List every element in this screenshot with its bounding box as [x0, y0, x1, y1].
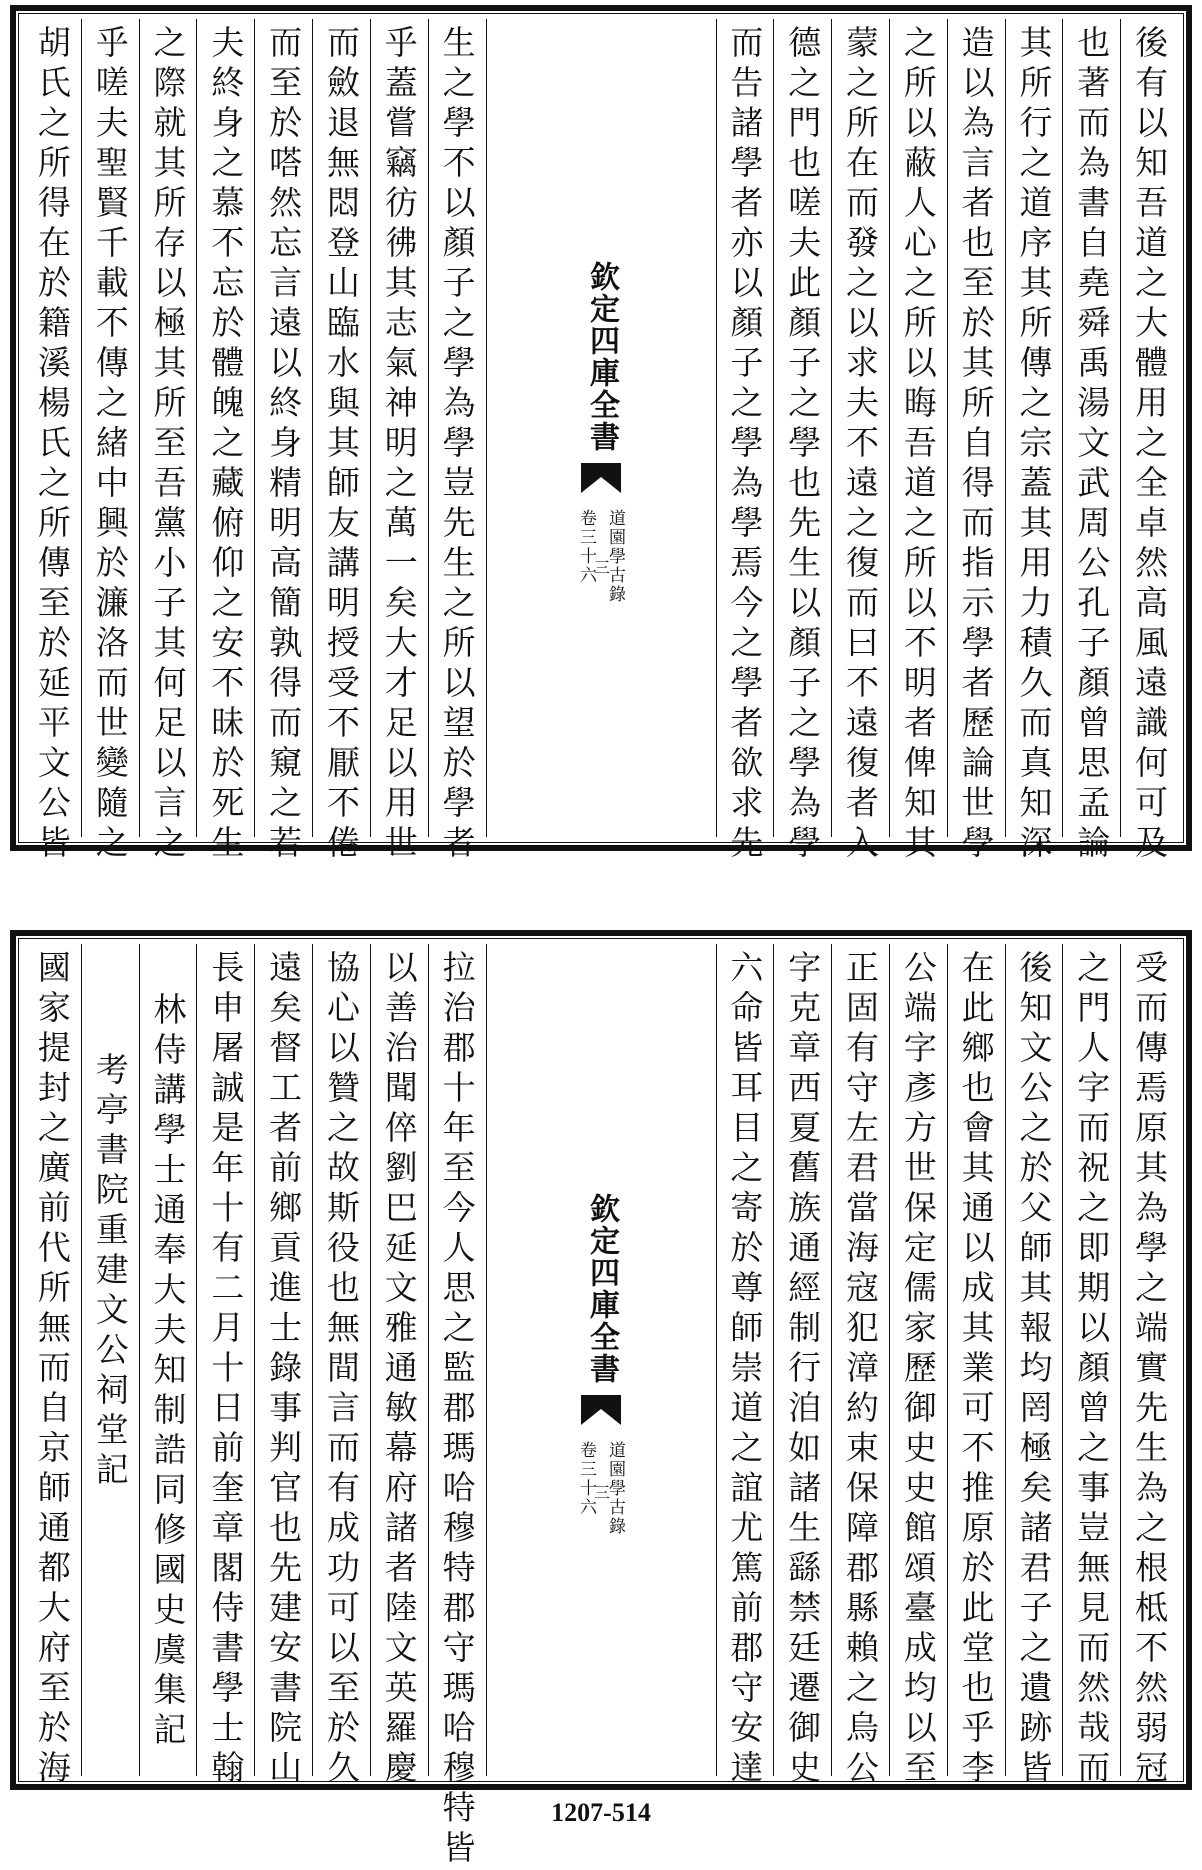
column-text: 六命皆耳目之寄於尊師崇道之誼尤篤前郡守安達 [725, 950, 765, 1790]
column-text: 而至於嗒然忘言遠以終身精明高簡孰得而窺之若 [264, 25, 304, 865]
column-text: 後知文公之於父師其報均罔極矣諸君子之遺跡皆 [1014, 950, 1054, 1790]
column-text: 胡氏之所得在於籍溪楊氏之所傳至於延平文公皆 [32, 25, 72, 865]
text-column [24, 19, 81, 865]
column-text: 之所以蔽人心之所以晦吾道之所以不明者俾知其 [898, 25, 938, 865]
text-column [947, 19, 1005, 865]
book-title: 欽定四庫全書 [584, 260, 619, 453]
text-column [1120, 19, 1178, 865]
column-text: 遠矣督工者前鄉貢進士錄事判官也先建安書院山 [264, 950, 304, 1790]
text-column [716, 19, 774, 865]
column-text: 字克章西夏舊族通經制行洎如諸生繇禁廷遷御史 [783, 950, 823, 1790]
fish-tail-icon [579, 1395, 623, 1427]
column-text: 正固有守左君當海寇犯漳約束保障郡縣賴之烏公 [841, 950, 881, 1790]
text-columns [24, 19, 1178, 865]
column-text: 之際就其所存以極其所至吾黨小子其何足以言之 [148, 25, 188, 865]
text-column [1062, 19, 1120, 865]
text-column [24, 944, 81, 1790]
page-number: 1207-514 [551, 1798, 651, 1827]
column-text: 其所行之道序其所傳之宗蓋其用力積久而真知深 [1014, 25, 1054, 865]
text-column [196, 944, 254, 1790]
fish-tail-icon [579, 463, 623, 495]
column-text: 生之學不以顏子之學為學豈先生之所以望於學者 [437, 25, 477, 865]
text-column [1005, 944, 1063, 1790]
text-column [370, 19, 428, 865]
text-column [831, 19, 889, 865]
column-text: 拉治郡十年至今人思之監郡瑪哈穆特郡守瑪哈穆特皆 [437, 950, 477, 1870]
folio-number: 三 [591, 559, 611, 575]
text-column [254, 19, 312, 865]
column-text: 德之門也嗟夫此顏子之學也先生以顏子之學為學 [783, 25, 823, 865]
text-column [139, 944, 197, 1776]
center-fold [486, 944, 716, 1776]
text-column [254, 944, 312, 1790]
text-column [773, 19, 831, 865]
column-text: 後有以知吾道之大體用之全卓然高風遠識何可及 [1130, 25, 1170, 865]
folio-number: 三 [591, 1484, 611, 1500]
text-column [196, 19, 254, 865]
column-text: 公端字彥方世保定儒家歷御史史館頌臺成均以至 [898, 950, 938, 1790]
column-text: 蒙之所在而發之以求夫不遠之復而曰不遠復者入 [841, 25, 881, 865]
column-text: 國家提封之廣前代所無而自京師通都大府至於海 [32, 950, 72, 1790]
column-text: 而斂退無悶登山臨水與其師友講明授受不厭不倦 [321, 25, 361, 865]
volume-info [574, 509, 628, 604]
text-column [831, 944, 889, 1790]
text-column [81, 19, 139, 865]
text-column [428, 19, 486, 865]
column-text: 乎蓋嘗竊彷彿其志氣神明之萬一矣大才足以用世 [379, 25, 419, 865]
text-column [81, 944, 139, 1776]
text-column [428, 944, 486, 1870]
center-fold [486, 19, 716, 837]
column-text: 長申屠誠是年十有二月十日前奎章閣侍書學士翰 [206, 950, 246, 1790]
column-text: 林侍講學士通奉大夫知制誥同修國史虞集記 [148, 992, 188, 1752]
text-column [139, 19, 197, 865]
column-text: 而告諸學者亦以顏子之學為學焉今之學者欲求先 [725, 25, 765, 865]
text-column [312, 19, 370, 865]
column-text: 乎嗟夫聖賢千載不傳之緒中興於濂洛而世變隨之 [90, 25, 130, 865]
column-text: 之門人字而祝之即期以顏曾之事豈無見而然哉而 [1072, 950, 1112, 1790]
column-text: 考亭書院重建文公祠堂記 [90, 1052, 130, 1492]
volume-number: 卷三十六 [576, 1440, 596, 1517]
text-column [716, 944, 774, 1790]
text-column [889, 944, 947, 1790]
column-text: 受而傳焉原其為學之端實先生為之根柢不然弱冠 [1130, 950, 1170, 1790]
column-text: 協心以贊之故斯役也無間言而有成功可以至於久 [321, 950, 361, 1790]
text-column [773, 944, 831, 1790]
text-column [1062, 944, 1120, 1790]
book-title: 欽定四庫全書 [584, 1192, 619, 1385]
column-text: 造以為言者也至於其所自得而指示學者歷論世學 [956, 25, 996, 865]
column-text: 也著而為書自堯舜禹湯文武周公孔子顏曾思孟論 [1072, 25, 1112, 865]
text-column [370, 944, 428, 1790]
text-column [889, 19, 947, 865]
text-column [312, 944, 370, 1790]
column-text: 以善治聞倅劉巴延文雅通敏幕府諸者陸文英羅慶 [379, 950, 419, 1790]
column-text: 夫終身之慕不忘於體魄之藏俯仰之安不昧於死生 [206, 25, 246, 865]
text-column [1005, 19, 1063, 865]
column-text: 在此鄉也會其通以成其業可不推原於此堂也乎李 [956, 950, 996, 1790]
collection-title: 道園學古錄 [605, 508, 625, 604]
page-top [10, 5, 1192, 865]
collection-title: 道園學古錄 [605, 1440, 625, 1536]
volume-number: 卷三十六 [576, 508, 596, 585]
text-column [947, 944, 1005, 1790]
text-column [1120, 944, 1178, 1790]
